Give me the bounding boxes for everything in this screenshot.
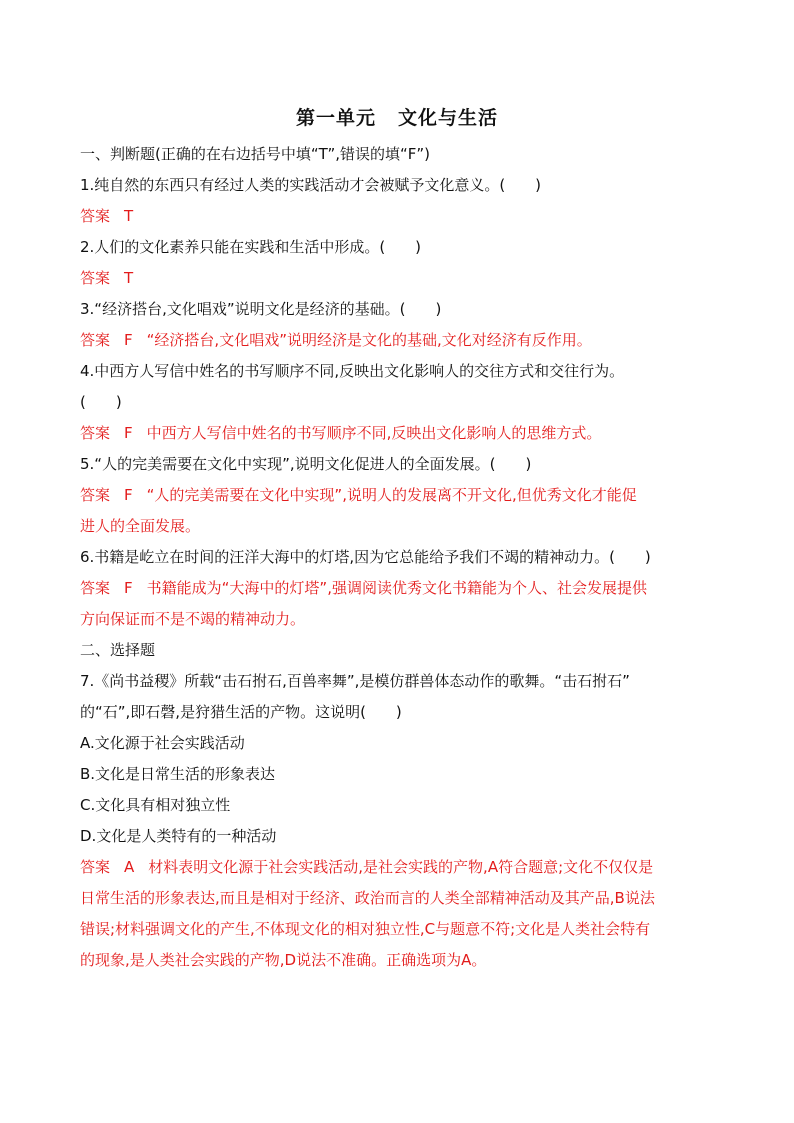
question-7: 7.《尚书益稷》所载“击石拊石,百兽率舞”,是模仿群兽体态动作的歌舞。“击石拊石” [80, 672, 630, 690]
question-4: 4.中西方人写信中姓名的书写顺序不同,反映出文化影响人的交往方式和交往行为。 [80, 362, 625, 380]
question-3: 3.“经济搭台,文化唱戏”说明文化是经济的基础。( ) [80, 300, 442, 318]
option-c: C.文化具有相对独立性 [80, 796, 231, 814]
answer-5 [80, 484, 637, 506]
answer-label: 答案 [80, 331, 111, 349]
title-unit: 第一单元 [295, 107, 376, 129]
title-topic: 文化与生活 [398, 107, 499, 129]
answer-explanation: 书籍能成为“大海中的灯塔”,强调阅读优秀文化书籍能为个人、社会发展提供 [146, 579, 647, 597]
answer-3 [80, 329, 592, 351]
answer-7 [80, 856, 653, 878]
answer-letter: T [124, 207, 134, 225]
answer-4 [80, 422, 601, 444]
answer-label: 答案 [80, 424, 111, 442]
answer-6 [80, 577, 647, 599]
answer-label: 答案 [80, 269, 111, 287]
answer-label: 答案 [80, 579, 111, 597]
answer-explanation: “经济搭台,文化唱戏”说明经济是文化的基础,文化对经济有反作用。 [146, 331, 592, 349]
page-title [0, 104, 794, 132]
answer-letter: T [124, 269, 134, 287]
answer-2 [80, 267, 133, 289]
option-b: B.文化是日常生活的形象表达 [80, 765, 276, 783]
question-5: 5.“人的完美需要在文化中实现”,说明文化促进人的全面发展。( ) [80, 455, 532, 473]
answer-7-line-4: 的现象,是人类社会实践的产物,D说法不准确。正确选项为A。 [80, 951, 487, 969]
question-2: 2.人们的文化素养只能在实践和生活中形成。( ) [80, 238, 422, 256]
answer-letter: F [124, 424, 133, 442]
section-header-judgment: 一、判断题(正确的在右边括号中填“T”,错误的填“F”) [80, 145, 431, 163]
answer-explanation: 中西方人写信中姓名的书写顺序不同,反映出文化影响人的思维方式。 [146, 424, 602, 442]
question-6: 6.书籍是屹立在时间的汪洋大海中的灯塔,因为它总能给予我们不竭的精神动力。( ) [80, 548, 651, 566]
answer-letter: A [124, 858, 135, 876]
answer-5-continuation: 进人的全面发展。 [80, 517, 201, 535]
answer-letter: F [124, 579, 133, 597]
answer-7-line-3: 错误;材料强调文化的产生,不体现文化的相对独立性,C与题意不符;文化是人类社会特有 [80, 920, 651, 938]
answer-label: 答案 [80, 486, 111, 504]
answer-7-line-2: 日常生活的形象表达,而且是相对于经济、政治而言的人类全部精神活动及其产品,B说法 [80, 889, 655, 907]
answer-explanation: 材料表明文化源于社会实践活动,是社会实践的产物,A符合题意;文化不仅仅是 [148, 858, 654, 876]
question-7-continuation: 的“石”,即石磬,是狩猎生活的产物。这说明( ) [80, 703, 402, 721]
answer-6-continuation: 方向保证而不是不竭的精神动力。 [80, 610, 306, 628]
question-1: 1.纯自然的东西只有经过人类的实践活动才会被赋予文化意义。( ) [80, 176, 542, 194]
option-d: D.文化是人类特有的一种活动 [80, 827, 277, 845]
answer-label: 答案 [80, 858, 111, 876]
option-a: A.文化源于社会实践活动 [80, 734, 245, 752]
section-header-choice: 二、选择题 [80, 641, 156, 659]
answer-letter: F [124, 331, 133, 349]
answer-letter: F [124, 486, 133, 504]
answer-label: 答案 [80, 207, 111, 225]
answer-explanation: “人的完美需要在文化中实现”,说明人的发展离不开文化,但优秀文化才能促 [146, 486, 637, 504]
answer-1 [80, 205, 133, 227]
question-4-continuation: ( ) [80, 393, 122, 411]
